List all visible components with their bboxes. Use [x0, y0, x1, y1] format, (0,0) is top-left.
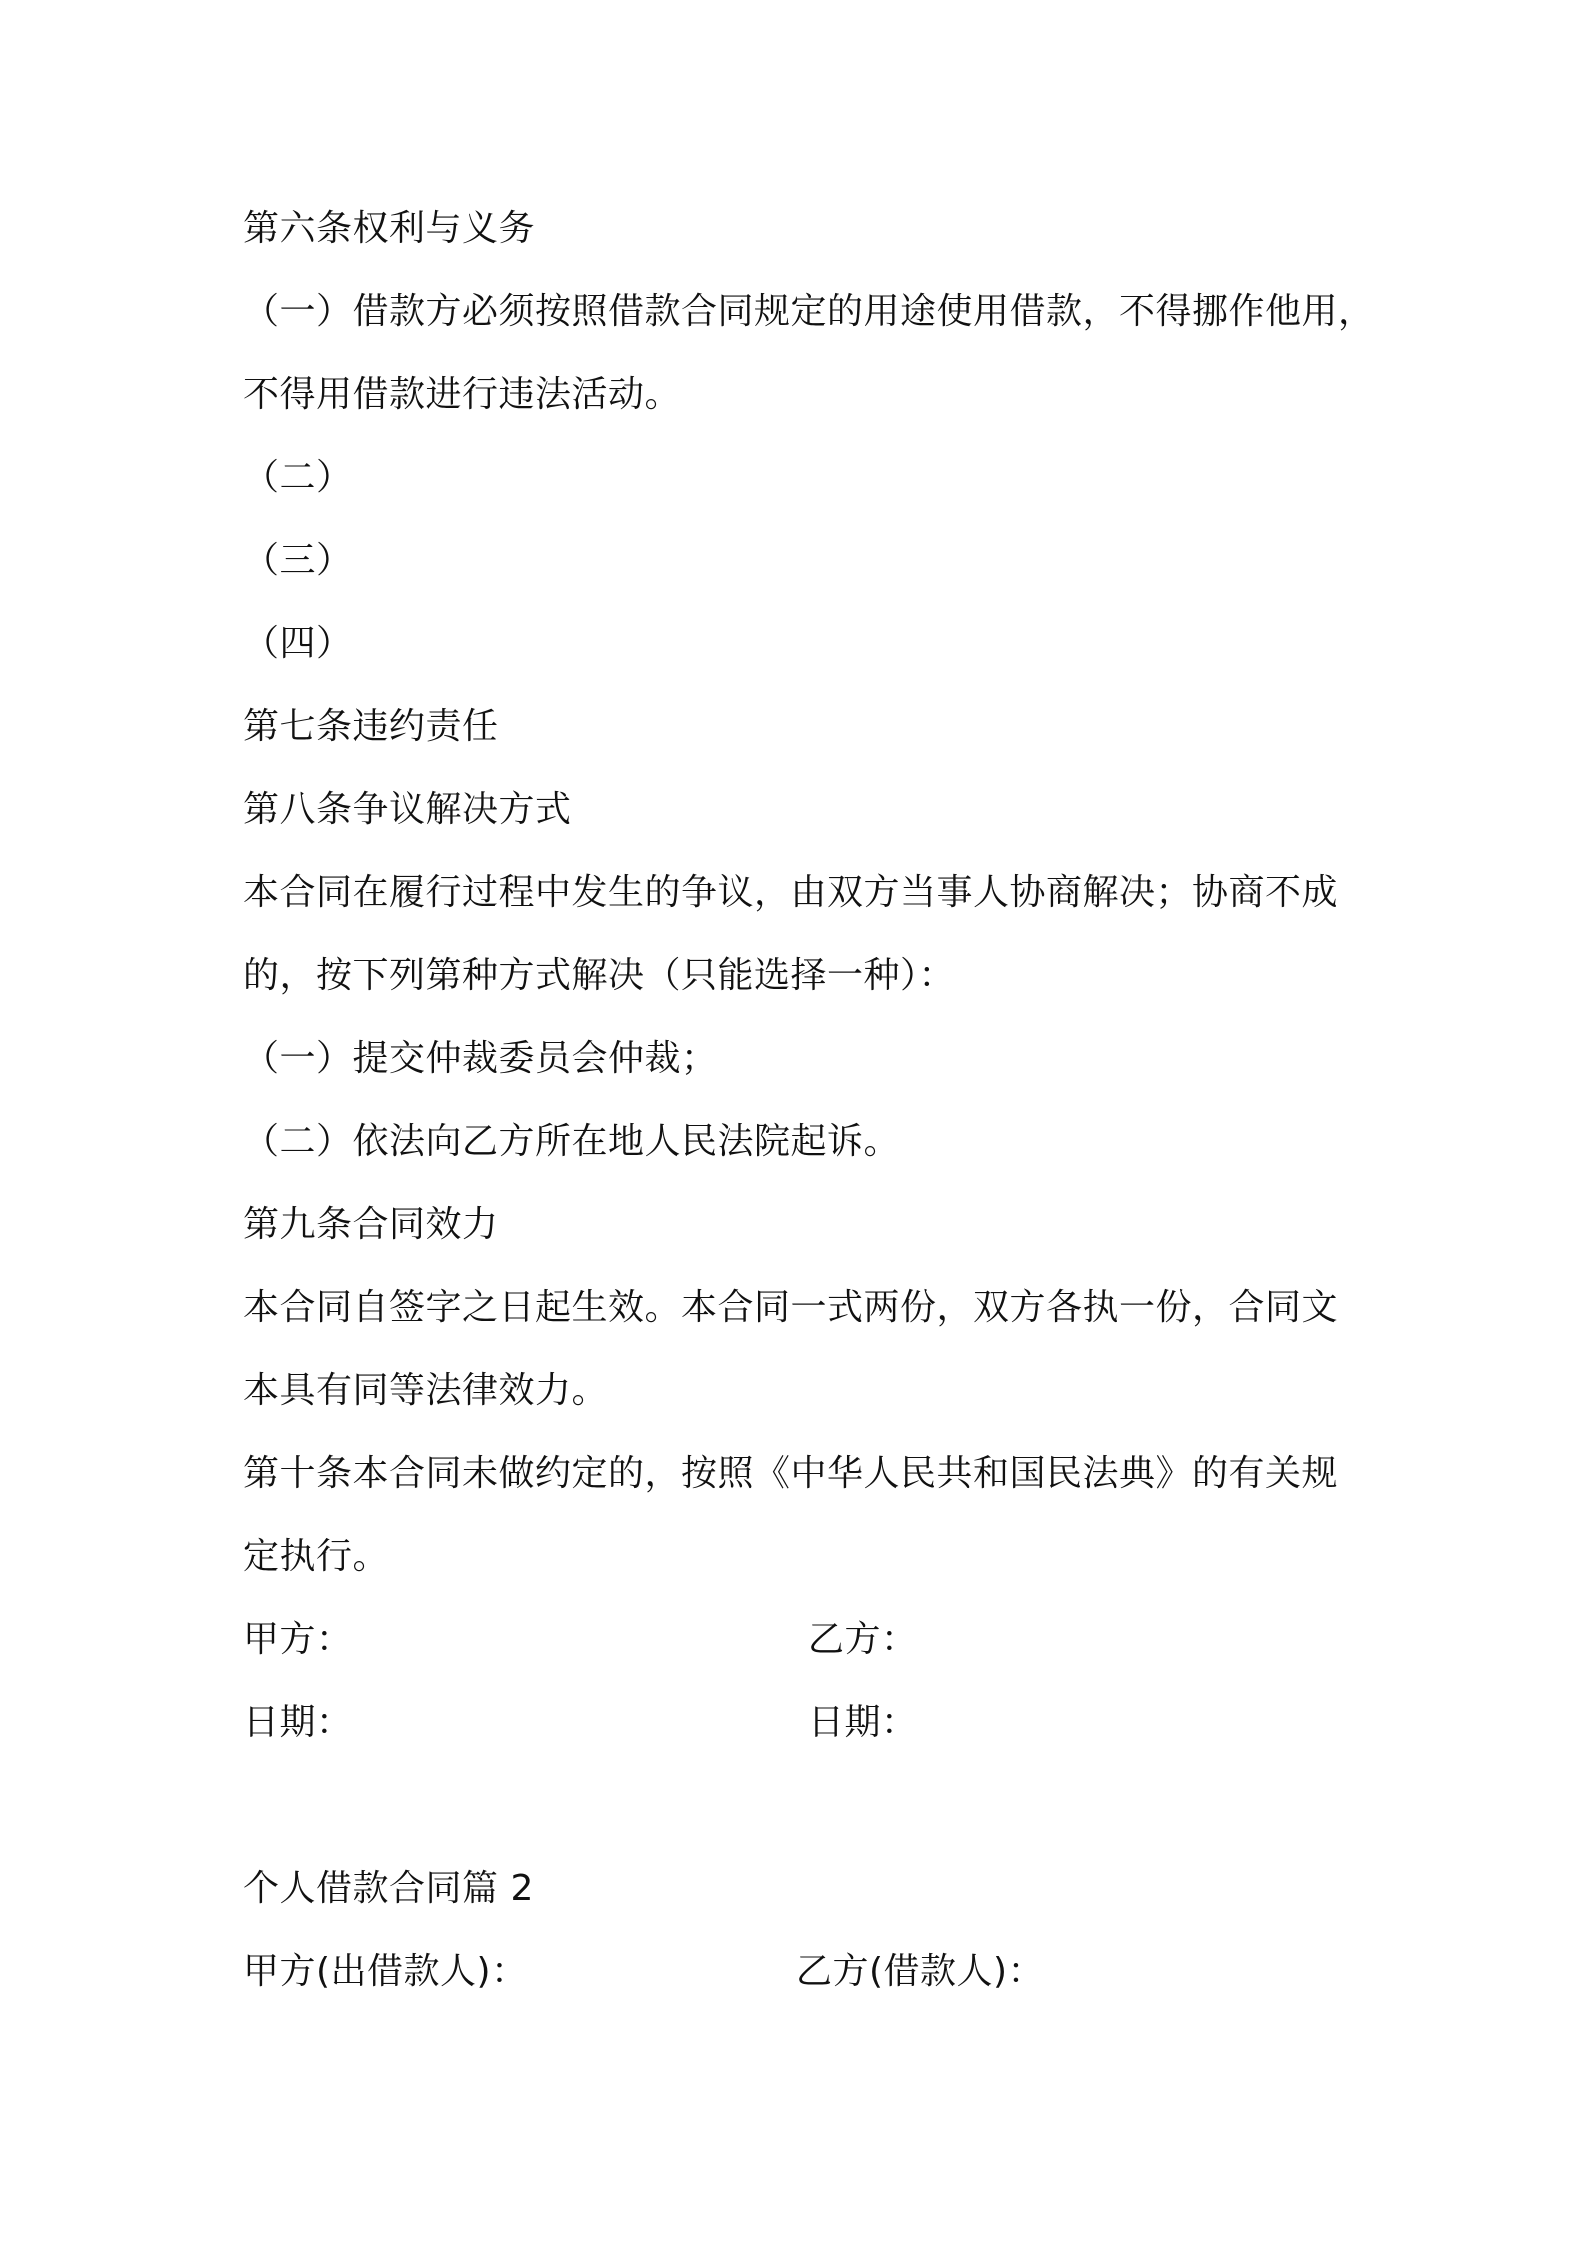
article-10-text: 第十条本合同未做约定的，按照《中华人民共和国民法典》的有关规 — [243, 1453, 1339, 1494]
article-7-heading: 第七条违约责任 — [243, 706, 499, 747]
signature-party-a: 甲方： — [243, 1619, 353, 1660]
article-8-heading: 第八条争议解决方式 — [243, 789, 572, 830]
signature-date-a: 日期： — [243, 1702, 353, 1743]
signature-date-b: 日期： — [808, 1702, 918, 1743]
article-6-item-1-cont: 不得用借款进行违法活动。 — [243, 374, 682, 415]
article-8-option-1: （一）提交仲裁委员会仲裁； — [243, 1038, 718, 1079]
article-10-text-cont: 定执行。 — [243, 1536, 390, 1577]
article-6-item-2: （二） — [243, 457, 353, 498]
article-6-item-4: （四） — [243, 623, 353, 664]
article-6-heading: 第六条权利与义务 — [243, 208, 536, 249]
article-8-option-2: （二）依法向乙方所在地人民法院起诉。 — [243, 1121, 901, 1162]
next-contract-lender: 甲方(出借款人)： — [243, 1951, 528, 1992]
article-6-item-1: （一）借款方必须按照借款合同规定的用途使用借款，不得挪作他用， — [243, 291, 1375, 332]
article-8-text: 本合同在履行过程中发生的争议，由双方当事人协商解决；协商不成 — [243, 872, 1339, 913]
next-contract-borrower: 乙方(借款人)： — [796, 1951, 1045, 1992]
signature-party-b: 乙方： — [808, 1619, 918, 1660]
article-6-item-3: （三） — [243, 540, 353, 581]
article-9-text: 本合同自签字之日起生效。本合同一式两份，双方各执一份，合同文 — [243, 1287, 1339, 1328]
article-9-text-cont: 本具有同等法律效力。 — [243, 1370, 609, 1411]
next-contract-title: 个人借款合同篇 2 — [243, 1868, 534, 1909]
article-8-text-cont: 的，按下列第种方式解决（只能选择一种）： — [243, 955, 956, 996]
article-9-heading: 第九条合同效力 — [243, 1204, 499, 1245]
